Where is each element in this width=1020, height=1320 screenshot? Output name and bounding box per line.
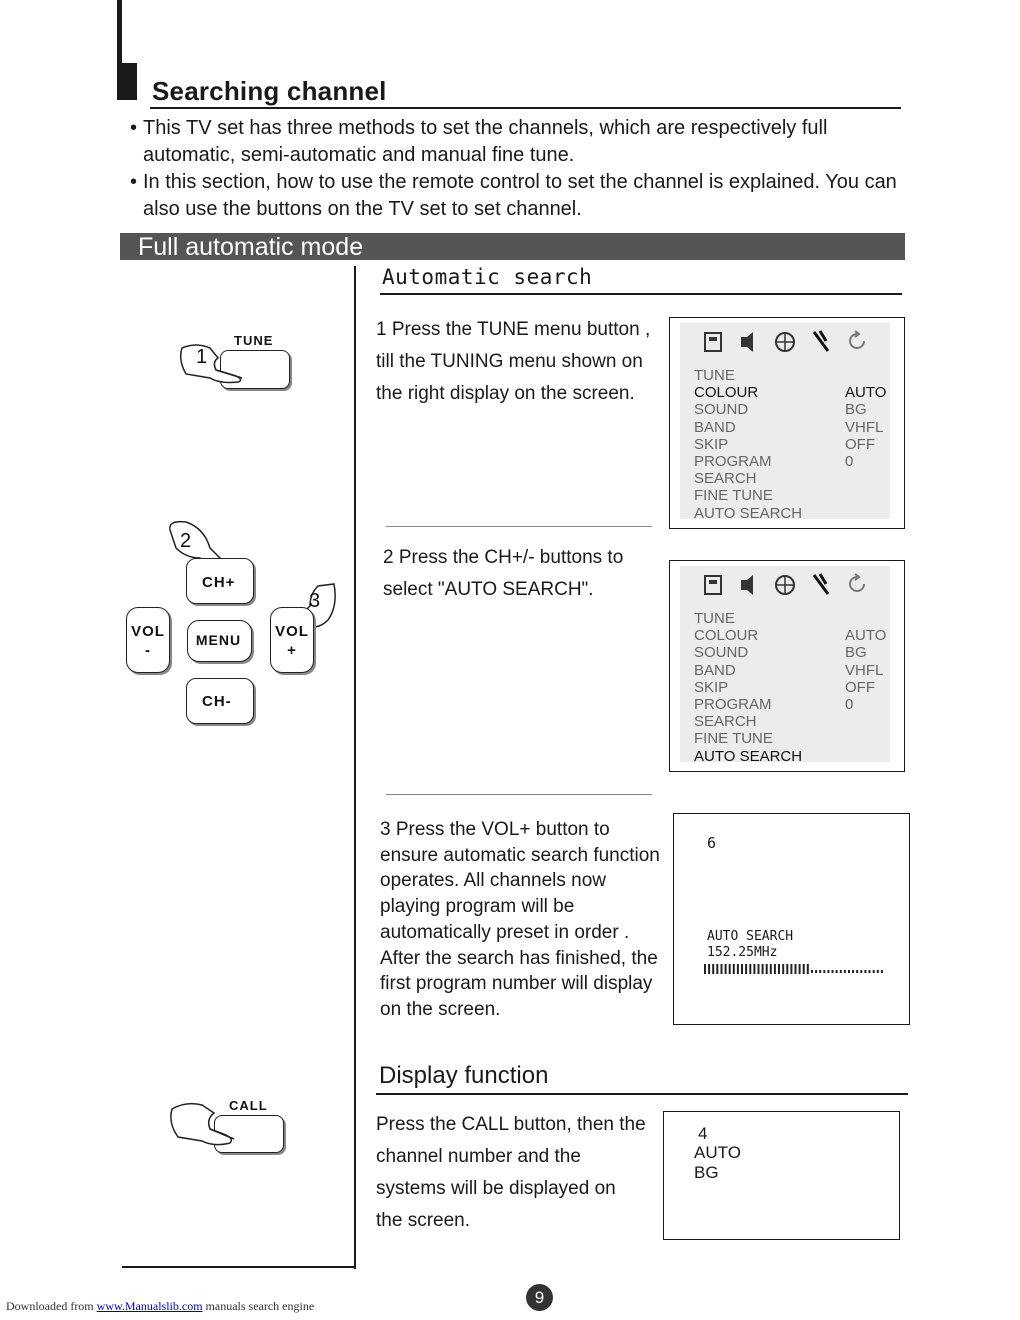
- progress-tick-empty: [856, 970, 858, 973]
- menu-item-value: VHFL: [845, 418, 884, 436]
- manualslib-link[interactable]: www.Manualslib.com: [96, 1299, 203, 1313]
- menu-item-value: OFF: [845, 678, 875, 696]
- menu-item-sound[interactable]: [694, 401, 890, 418]
- progress-tick-empty: [840, 970, 842, 973]
- progress-tick-empty: [860, 970, 862, 973]
- step-divider: [386, 794, 652, 795]
- progress-tick-empty: [869, 970, 871, 973]
- tuning-icon: [810, 329, 832, 355]
- title-rule: [150, 107, 901, 109]
- refresh-icon: [846, 572, 868, 598]
- step-3-text: 3 Press the VOL+ button to ensure automatic search function operates. All channels now playing program will be automatically preset in order . After the search has finished, the first program number will display on the screen.: [380, 819, 660, 1020]
- step-divider: [386, 526, 652, 527]
- menu-item-tune[interactable]: [694, 610, 890, 627]
- menu-item-label: SKIP: [694, 678, 729, 696]
- progress-tick-filled: [712, 964, 714, 974]
- menu-item-label: SKIP: [694, 435, 729, 453]
- menu-item-skip[interactable]: [694, 436, 890, 453]
- menu-item-label: AUTO SEARCH: [694, 504, 803, 522]
- menu-item-auto-search[interactable]: [694, 505, 890, 522]
- search-progress-bar: [704, 964, 885, 974]
- progress-tick-filled: [725, 964, 727, 974]
- heading-rule: [380, 293, 902, 295]
- colour-system: AUTO: [694, 1143, 741, 1162]
- progress-tick-filled: [774, 964, 776, 974]
- display-function-heading: Display function: [379, 1062, 549, 1089]
- footer-suffix: manuals search engine: [205, 1299, 315, 1313]
- progress-tick-filled: [708, 964, 710, 974]
- program-number: 6: [707, 834, 717, 852]
- header-block: [117, 63, 137, 100]
- progress-tick-empty: [819, 970, 821, 973]
- progress-tick-filled: [745, 964, 747, 974]
- picture-icon: [702, 572, 724, 598]
- menu-item-fine-tune[interactable]: [694, 730, 890, 747]
- menu-item-sound[interactable]: [694, 644, 890, 661]
- sound-icon: [738, 329, 760, 355]
- progress-tick-empty: [881, 970, 883, 973]
- intro-bullet-1: [130, 115, 900, 169]
- footer-note: [6, 1299, 314, 1314]
- menu-item-search[interactable]: [694, 470, 890, 487]
- menu-item-program[interactable]: [694, 696, 890, 713]
- menu-item-label: BAND: [694, 418, 736, 436]
- auto-search-label: AUTO SEARCH: [707, 929, 794, 944]
- column-divider: [354, 266, 356, 1269]
- vol-minus-label: VOL: [131, 623, 165, 640]
- menu-item-band[interactable]: [694, 419, 890, 436]
- menu-item-value: AUTO: [845, 627, 887, 645]
- globe-icon: [774, 572, 796, 598]
- vol-plus-sign: +: [287, 642, 297, 659]
- call-instructions: Press the CALL button, then the channel number and the systems will be displayed on the screen.: [376, 1114, 646, 1231]
- menu-item-label: TUNE: [694, 367, 735, 384]
- step-number-2: 2: [180, 530, 192, 552]
- tuning-menu-screen-auto-search: [669, 560, 905, 772]
- progress-tick-empty: [873, 970, 875, 973]
- menu-item-label: COLOUR: [694, 384, 759, 402]
- menu-item-value: BG: [845, 401, 867, 419]
- tune-illustration: [176, 330, 296, 394]
- progress-tick-filled: [741, 964, 743, 974]
- progress-tick-empty: [832, 970, 834, 973]
- progress-tick-filled: [737, 964, 739, 974]
- menu-item-search[interactable]: [694, 713, 890, 730]
- menu-item-label: TUNE: [694, 610, 735, 627]
- menu-item-label: COLOUR: [694, 627, 759, 645]
- menu-item-value: 0: [845, 695, 854, 713]
- menu-item-value: AUTO: [845, 384, 887, 402]
- menu-item-label: SEARCH: [694, 713, 757, 731]
- progress-tick-filled: [799, 964, 801, 974]
- intro-bullet-2: [130, 169, 900, 223]
- menu-item-skip[interactable]: [694, 679, 890, 696]
- tune-label: TUNE: [234, 333, 274, 348]
- menu-item-value: BG: [845, 644, 867, 662]
- step-1-text: 1 Press the TUNE menu button , till the TUNING menu shown on the right display on the screen.: [376, 319, 651, 404]
- progress-tick-filled: [762, 964, 764, 974]
- progress-tick-filled: [807, 964, 809, 974]
- intro-text: This TV set has three methods to set the channels, which are respectively full automatic, semi-automatic and manual fine tune.: [143, 117, 828, 166]
- progress-tick-empty: [852, 970, 854, 973]
- menu-item-colour[interactable]: [694, 627, 890, 644]
- sound-system: BG: [694, 1163, 719, 1182]
- progress-tick-filled: [749, 964, 751, 974]
- progress-tick-empty: [827, 970, 829, 973]
- remote-pad-illustration: [120, 518, 350, 728]
- tuning-menu-screen: [669, 317, 905, 529]
- bottom-rule: [122, 1266, 356, 1268]
- progress-tick-filled: [721, 964, 723, 974]
- progress-tick-filled: [803, 964, 805, 974]
- progress-tick-empty: [823, 970, 825, 973]
- menu-item-label: BAND: [694, 661, 736, 679]
- progress-tick-empty: [877, 970, 879, 973]
- menu-item-label: SOUND: [694, 644, 749, 662]
- globe-icon: [774, 329, 796, 355]
- page-number: 9: [526, 1284, 553, 1311]
- intro-text: In this section, how to use the remote control to set the channel is explained. You can also use the buttons on the TV set to set channel.: [143, 171, 897, 220]
- menu-item-label: SEARCH: [694, 470, 757, 488]
- call-display-screen: [663, 1111, 900, 1240]
- progress-tick-filled: [733, 964, 735, 974]
- refresh-icon: [846, 329, 868, 355]
- menu-item-band[interactable]: [694, 662, 890, 679]
- progress-tick-filled: [786, 964, 788, 974]
- menu-item-label: PROGRAM: [694, 452, 772, 470]
- progress-tick-filled: [790, 964, 792, 974]
- pointing-hand-icon: [166, 1099, 246, 1149]
- step-number-1: 1: [196, 346, 208, 368]
- vol-minus-button[interactable]: [126, 607, 170, 673]
- auto-search-screen: [673, 813, 910, 1025]
- footer-prefix: Downloaded from: [6, 1299, 94, 1313]
- sound-icon: [738, 572, 760, 598]
- menu-item-tune[interactable]: [694, 367, 890, 384]
- menu-label: MENU: [195, 632, 242, 648]
- call-label: CALL: [229, 1098, 268, 1113]
- menu-item-value: 0: [845, 452, 854, 470]
- menu-item-fine-tune[interactable]: [694, 487, 890, 504]
- menu-item-label: FINE TUNE: [694, 730, 773, 748]
- progress-tick-filled: [704, 964, 706, 974]
- menu-item-label: SOUND: [694, 401, 749, 419]
- menu-item-colour[interactable]: [694, 384, 890, 401]
- picture-icon: [702, 329, 724, 355]
- menu-item-value: VHFL: [845, 661, 884, 679]
- vol-plus-button[interactable]: [270, 607, 314, 673]
- menu-item-auto-search[interactable]: [694, 748, 890, 765]
- progress-tick-empty: [836, 970, 838, 973]
- vol-minus-sign: -: [145, 642, 151, 659]
- call-illustration: [166, 1095, 291, 1159]
- progress-tick-filled: [753, 964, 755, 974]
- menu-item-value: OFF: [845, 435, 875, 453]
- progress-tick-filled: [758, 964, 760, 974]
- vol-plus-label: VOL: [275, 623, 309, 640]
- progress-tick-empty: [844, 970, 846, 973]
- bullet-icon: •: [130, 171, 138, 193]
- heading-rule: [376, 1093, 908, 1095]
- menu-item-program[interactable]: [694, 453, 890, 470]
- progress-tick-filled: [729, 964, 731, 974]
- menu-item-label: PROGRAM: [694, 695, 772, 713]
- progress-tick-empty: [811, 970, 813, 973]
- step-2-text: 2 Press the CH+/- buttons to select "AUTO SEARCH".: [383, 547, 624, 600]
- ch-minus-label: CH-: [202, 693, 232, 710]
- section-title: Full automatic mode: [138, 233, 364, 261]
- automatic-search-heading: Automatic search: [382, 265, 593, 289]
- ch-plus-label: CH+: [202, 574, 236, 591]
- progress-tick-filled: [716, 964, 718, 974]
- step-number-3: 3: [309, 590, 321, 612]
- pointing-hand-icon: [176, 340, 256, 385]
- menu-item-label: AUTO SEARCH: [694, 747, 803, 765]
- menu-item-label: FINE TUNE: [694, 487, 773, 505]
- progress-tick-empty: [815, 970, 817, 973]
- bullet-icon: •: [130, 117, 138, 139]
- progress-tick-filled: [778, 964, 780, 974]
- progress-tick-filled: [782, 964, 784, 974]
- channel-number: 4: [698, 1124, 708, 1143]
- progress-tick-filled: [770, 964, 772, 974]
- progress-tick-filled: [766, 964, 768, 974]
- frequency-readout: 152.25MHz: [707, 945, 778, 960]
- page-title: Searching channel: [152, 76, 387, 106]
- progress-tick-filled: [795, 964, 797, 974]
- progress-tick-empty: [864, 970, 866, 973]
- progress-tick-empty: [848, 970, 850, 973]
- tuning-icon: [810, 572, 832, 598]
